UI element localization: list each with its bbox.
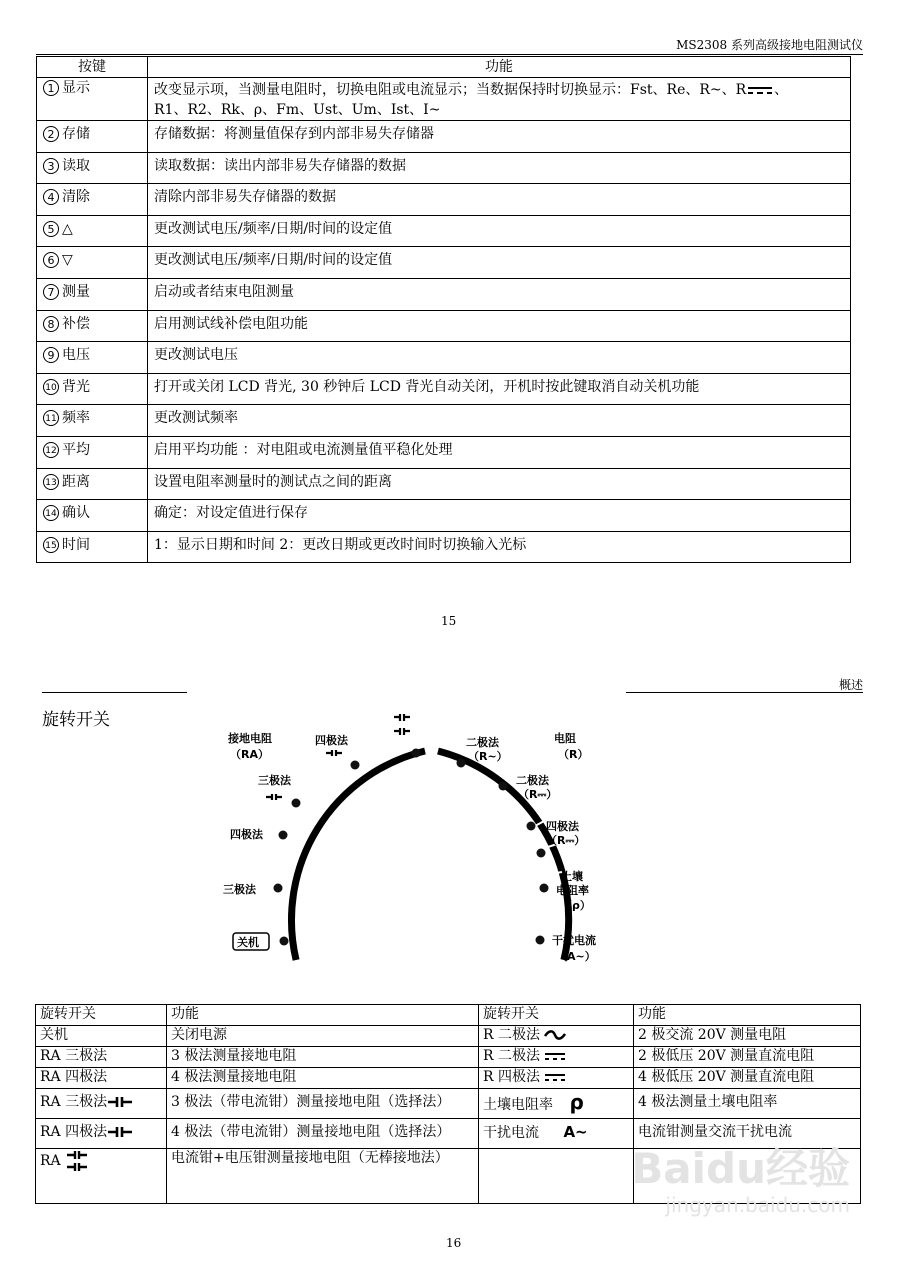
table-row [37,500,851,532]
table-row [36,1047,861,1068]
switch-function: 2 极低压 20V 测量直流电阻 [634,1047,861,1068]
key-function: 确定：对设定值进行保存 [148,500,851,532]
key-number: 13 [43,474,59,490]
ra-four-pole-clamp-label: 四极法 [315,734,348,747]
switch-name: RA 三极法 [40,1094,108,1110]
col-header-switch-2: 旋转开关 [479,1005,634,1026]
key-number: 10 [43,379,59,395]
header-rule-left [42,692,187,693]
switch-function: 4 极法测量接地电阻 [167,1068,479,1089]
key-function: 更改测试电压/频率/日期/时间的设定值 [148,215,851,247]
col-header-function-2: 功能 [634,1005,861,1026]
table-row: 1 显示 改变显示项，当测量电阻时，切换电阻或电流显示；当数据保持时切换显示：Fst、Re、R~、R 、 R1、R2、Rk、ρ、Fm、Ust、Um、Ist、I~ [37,78,851,121]
key-number: 8 [43,316,59,332]
key-name: 平均 [62,441,90,458]
key-number: 11 [43,410,59,426]
switch-name: RA 三极法 [36,1047,167,1068]
key-function: 1：显示日期和时间 2：更改日期或更改时间时切换输入光标 [148,531,851,563]
dc-symbol-icon [544,1072,566,1082]
switch-name [479,1149,634,1204]
key-function: 改变显示项，当测量电阻时，切换电阻或电流显示；当数据保持时切换显示：Fst、Re、R~、R [154,82,747,98]
soil-label-2: 电阻率 [556,884,589,897]
col-header-function: 功能 [148,57,851,78]
switch-name: RA 四极法 [36,1068,167,1089]
ra-title: 接地电阻 [228,732,272,745]
switch-name: R 四极法 [483,1069,540,1085]
watermark-url: jingyan.baidu.com [665,1193,850,1217]
table-row [37,121,851,153]
key-number: 12 [43,442,59,458]
table-row [37,342,851,374]
key-function: 存储数据：将测量值保存到内部非易失存储器 [148,121,851,153]
key-name: 存储 [62,126,90,142]
key-name: 时间 [62,536,90,553]
key-function: 启用测试线补偿电阻功能 [148,310,851,342]
key-function: 打开或关闭 LCD 背光, 30 秒钟后 LCD 背光自动关闭，开机时按此键取消自动关机功能 [148,373,851,405]
key-function: 更改测试电压/频率/日期/时间的设定值 [148,247,851,279]
clamp-icon [107,1125,133,1139]
clamp-pair-icon [394,714,410,735]
switch-function: 3 极法（带电流钳）测量接地电阻（选择法） [167,1089,479,1119]
r-title: 电阻 [554,732,576,745]
key-function: 读取数据：读出内部非易失存储器的数据 [148,152,851,184]
dc-symbol-icon [746,85,774,95]
key-number: 7 [43,284,59,300]
table-row [37,531,851,563]
rho-label: （ρ） [561,899,591,912]
section-title: 旋转开关 [42,710,110,730]
key-number: 4 [43,189,59,205]
key-name: 清除 [62,189,90,206]
key-name: 读取 [62,157,90,174]
ra-four-pole-label: 四极法 [230,828,263,841]
key-function-table [36,56,851,563]
table-row [37,152,851,184]
r-two-pole-dc-label: 二极法 [516,774,549,787]
clamp-icon [107,1095,133,1109]
key-number: 3 [43,158,59,174]
switch-name: 干扰电流 [483,1125,539,1141]
key-name: 距离 [62,473,90,490]
table-row [37,405,851,437]
key-number: 6 [43,252,59,268]
r-two-pole-ac-label: 二极法 [466,736,499,749]
table-row [37,184,851,216]
watermark-brand: Baidu经验 [631,1144,850,1193]
dc-symbol-icon [544,1051,566,1061]
section-header-label: 概述 [838,678,863,692]
ac-symbol-icon [544,1030,566,1040]
table-row [37,278,851,310]
page-number: 15 [441,614,457,628]
switch-name: 土壤电阻率 [483,1097,553,1113]
col-header-switch: 旋转开关 [36,1005,167,1026]
switch-function: 3 极法测量接地电阻 [167,1047,479,1068]
key-number: 5 [43,221,59,237]
header-rule-right [626,692,863,693]
switch-name: RA [40,1153,61,1169]
r-ac-symbol: （R~） [468,750,508,763]
interference-symbol: （A~） [556,950,596,963]
key-name: 背光 [62,378,90,395]
ac-current-symbol: A~ [563,1123,588,1141]
r-four-pole-label: 四极法 [546,820,579,833]
col-header-function: 功能 [167,1005,479,1026]
table-row [37,310,851,342]
switch-name: RA 四极法 [40,1124,108,1140]
table-row [37,436,851,468]
key-function: 清除内部非易失存储器的数据 [148,184,851,216]
key-name: △ [62,220,73,237]
switch-function: 4 极低压 20V 测量直流电阻 [634,1068,861,1089]
switch-function: 4 极法测量土壤电阻率 [634,1089,861,1119]
key-function: 设置电阻率测量时的测试点之间的距离 [148,468,851,500]
dual-clamp-icon [326,750,342,756]
ra-three-pole-clamp-label: 三极法 [258,774,291,787]
switch-name: R 二极法 [483,1027,540,1043]
page-number: 16 [446,1236,462,1250]
key-name: 显示 [62,80,90,96]
r-four-dc-symbol: （R⎓） [546,834,586,847]
switch-function: 电流钳测量交流干扰电流 [634,1119,861,1149]
ra-three-pole-label: 三极法 [223,883,256,896]
key-name: 频率 [62,410,90,427]
key-function: 更改测试电压 [148,342,851,374]
rho-symbol: ρ [569,1090,584,1114]
clamp-pair-icon [65,1149,89,1173]
rotary-switch-diagram [180,708,620,973]
key-function: 启用平均功能 ：对电阻或电流测量值平稳化处理 [148,436,851,468]
col-header-key: 按键 [37,57,148,78]
document-title: MS2308 系列高级接地电阻测试仪 [676,38,863,52]
off-label: 关机 [237,936,259,949]
clamp-icon [266,794,282,800]
watermark [631,1145,850,1217]
key-number: 9 [43,347,59,363]
table-row [37,468,851,500]
switch-name: R 二极法 [483,1048,540,1064]
table-row [37,215,851,247]
switch-name: 关机 [36,1026,167,1047]
key-number: 1 [43,80,59,96]
table-row [36,1026,861,1047]
interference-label: 干扰电流 [552,934,596,947]
key-number: 2 [43,126,59,142]
key-name: 补偿 [62,315,90,332]
key-function: 更改测试频率 [148,405,851,437]
header-rule [36,54,863,55]
key-name: 测量 [62,283,90,300]
key-number: 15 [43,537,59,553]
key-number: 14 [43,505,59,521]
switch-function: 电流钳+电压钳测量接地电阻（无棒接地法） [167,1149,479,1204]
r-dc-symbol: （R⎓） [518,788,558,801]
r-subtitle: （R） [558,748,589,761]
table-row [37,247,851,279]
ra-subtitle: （RA） [230,748,269,761]
key-function-cont: R1、R2、Rk、ρ、Fm、Ust、Um、Ist、I~ [154,102,441,118]
switch-function: 2 极交流 20V 测量电阻 [634,1026,861,1047]
dial-arc-left [291,751,425,960]
switch-function: 关闭电源 [167,1026,479,1047]
key-function: 启动或者结束电阻测量 [148,278,851,310]
switch-function: 4 极法（带电流钳）测量接地电阻（选择法） [167,1119,479,1149]
key-name: 电压 [62,347,90,364]
key-name: 确认 [62,505,90,522]
table-row [37,373,851,405]
soil-label-1: 土壤 [561,870,583,883]
table-row [36,1089,861,1119]
table-row [36,1068,861,1089]
key-name: ▽ [62,252,73,269]
